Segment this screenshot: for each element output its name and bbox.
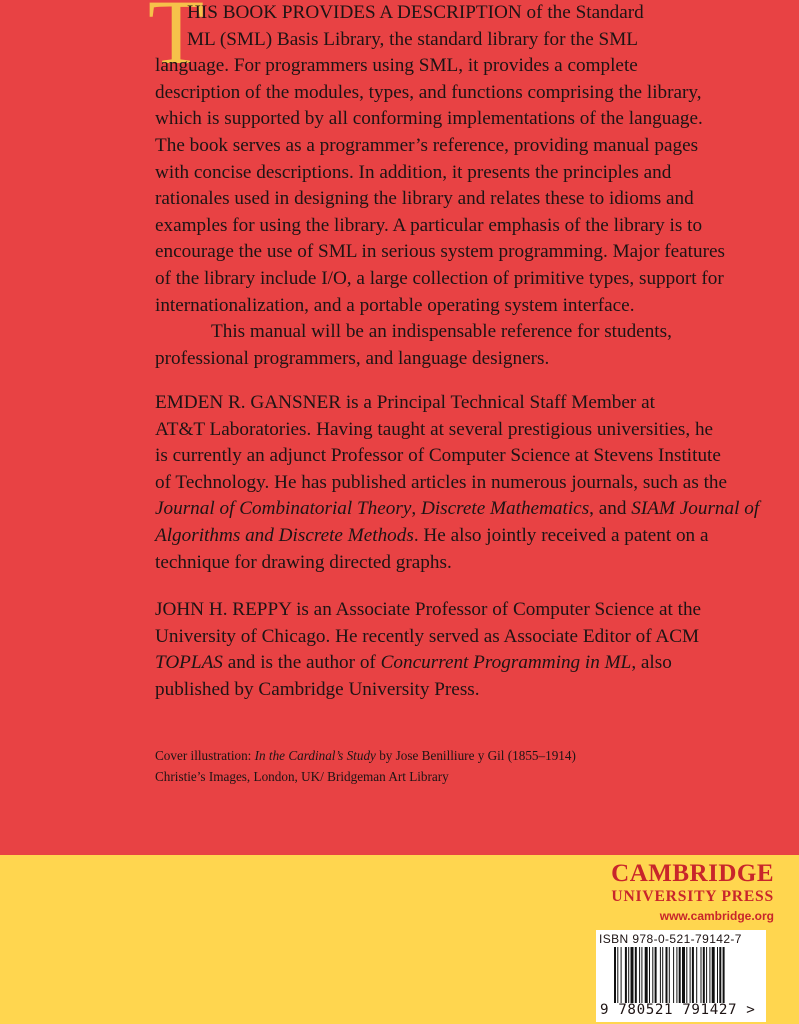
isbn-digits: 9 780521 791427 > xyxy=(600,1002,756,1018)
publisher-name: CAMBRIDGE xyxy=(611,860,774,887)
journal-title: Algorithms and Discrete Methods xyxy=(155,524,414,546)
book-title: Concurrent Programming in ML xyxy=(380,652,632,674)
publisher-url: www.cambridge.org xyxy=(659,909,774,923)
bio-line: TOPLAS and is the author of Concurrent Programming in ML, also xyxy=(155,652,672,674)
isbn-barcode xyxy=(596,930,766,1022)
bio-line: EMDEN R. GANSNER is a Principal Technical Staff Member at xyxy=(155,392,655,413)
author-bio-gansner xyxy=(155,390,760,576)
publisher-logo xyxy=(596,860,774,924)
description-line: internationalization, and a portable operating system interface. xyxy=(155,294,635,316)
journal-title: Discrete Mathematics xyxy=(420,498,590,520)
audience-line: This manual will be an indispensable reference for students, xyxy=(211,321,672,343)
cover-illustration-credit xyxy=(155,745,576,787)
description-line: ML (SML) Basis Library, the standard library for the SML xyxy=(187,28,638,50)
description-line: rationales used in designing the library and relates these to idioms and xyxy=(155,188,694,210)
artwork-title: In the Cardinal’s Study xyxy=(254,748,376,763)
description-line: encourage the use of SML in serious system programming. Major features xyxy=(155,241,725,263)
credit-line: Christie’s Images, London, UK/ Bridgeman Art Library xyxy=(155,769,449,784)
journal-title: TOPLAS xyxy=(155,652,223,674)
isbn-label: ISBN 978-0-521-79142-7 xyxy=(599,932,742,946)
journal-title: SIAM Journal of xyxy=(631,498,760,520)
bio-line: University of Chicago. He recently served as Associate Editor of ACM xyxy=(155,625,700,647)
description-line: which is supported by all conforming implementations of the language. xyxy=(155,108,703,130)
audience-line: professional programmers, and language designers. xyxy=(155,347,550,369)
description-line: HIS BOOK PROVIDES A DESCRIPTION of the Standard xyxy=(187,2,644,23)
description-line: of the library include I/O, a large collection of primitive types, support for xyxy=(155,267,724,289)
description-paragraph xyxy=(155,0,745,372)
drop-cap: T xyxy=(148,0,205,83)
bio-line: is currently an adjunct Professor of Computer Science at Stevens Institute xyxy=(155,445,721,467)
credit-line: Cover illustration: In the Cardinal’s Study by Jose Benilliure y Gil (1855–1914) xyxy=(155,748,576,763)
barcode-bars xyxy=(614,947,756,1003)
journal-title: Journal of Combinatorial Theory xyxy=(155,498,412,520)
publisher-press: UNIVERSITY PRESS xyxy=(611,888,774,905)
bio-line: Journal of Combinatorial Theory, Discrete Mathematics, and SIAM Journal of xyxy=(155,498,760,520)
description-line: description of the modules, types, and functions comprising the library, xyxy=(155,81,702,103)
description-line: with concise descriptions. In addition, it presents the principles and xyxy=(155,161,672,183)
bio-line: of Technology. He has published articles in numerous journals, such as the xyxy=(155,471,728,493)
description-line: examples for using the library. A particular emphasis of the library is to xyxy=(155,214,703,236)
description-line: language. For programmers using SML, it provides a complete xyxy=(155,55,638,77)
author-bio-reppy xyxy=(155,597,745,703)
description-line: The book serves as a programmer’s reference, providing manual pages xyxy=(155,134,699,156)
bio-line: AT&T Laboratories. Having taught at several prestigious universities, he xyxy=(155,418,714,440)
bio-line: JOHN H. REPPY is an Associate Professor of Computer Science at the xyxy=(155,599,702,620)
bio-line: technique for drawing directed graphs. xyxy=(155,551,452,573)
bio-line: Algorithms and Discrete Methods. He also jointly received a patent on a xyxy=(155,524,709,546)
bio-line: published by Cambridge University Press. xyxy=(155,678,480,700)
